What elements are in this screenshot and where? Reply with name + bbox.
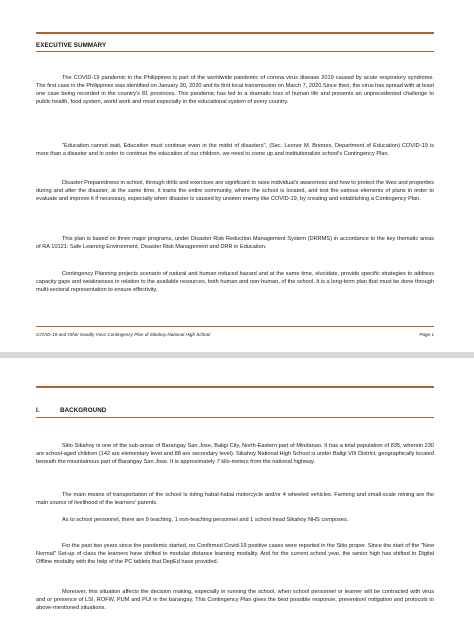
section-title: BACKGROUND bbox=[60, 407, 107, 414]
section-number: I. bbox=[36, 407, 40, 414]
page-number: Page 1 bbox=[419, 332, 434, 337]
top-rule bbox=[36, 386, 434, 388]
top-rule bbox=[36, 32, 434, 34]
paragraph: As to school personnel, there are 9 teaching, 1 non-teaching personnel and 1 school head Sikahoy NHS composes. bbox=[62, 517, 349, 523]
paragraph: Moreover, this situation affects the decision making, especially in running the school, when school personnel or learner will be contracted with virus and or presence of LSI, ROFW, PUM and PUI in the barangay. This Contingency Plan gives the best possible response, prevention/ mitigation and protocols to above-mentioned situations. bbox=[36, 589, 434, 611]
footer-rule bbox=[36, 326, 434, 327]
page-footer bbox=[36, 332, 434, 337]
paragraph: Contingency Planning projects scenario of natural and human induced hazard and at the same time, elucidate, provide specific strategies to address capacity gaps and weaknesses in relation to the available resources, both human and non-human, of the school. It is a long-term plan that must be done through multi-sectoral representation to ensure effectivity. bbox=[36, 271, 434, 293]
paragraph: The main means of transportation of the school is riding habal-habal motorcycle and/or 4 wheeled vehicles. Farming and small-scale mining are the main source of livelihood of the learners' parents. bbox=[36, 492, 434, 506]
page-2 bbox=[0, 358, 474, 632]
paragraph: "Education cannot wait, Education must continue even in the midst of disasters", (Sec. Leonor M. Briones, Department of Education) COVID-19 is more than a disaster and in order to continue the education of our children, we need to come up and institutionalize school's Contingency Plan. bbox=[36, 143, 434, 157]
heading-rule bbox=[36, 51, 434, 52]
paragraph: This plan is based on three major programs, under Disaster Risk Reduction Management System (DRRMS) in accordance to the key thematic areas of RA 10121: Safe Learning Environment, Disaster Risk Management and DRR in Education. bbox=[36, 236, 434, 250]
heading-rule bbox=[36, 417, 434, 418]
footer-title: COVID-19 and Other Deadly Virus Contingency Plan of Sikahoy National High School bbox=[36, 332, 211, 337]
paragraph: For the past two years since the pandemic started, no Confirmed Covid-19 positive cases were reported in the Sitio proper. Since the start of the "New Normal" Set-up of class the learners have shifted to modular distance learning modality. And for the current school year, the senior high has shifted to Digital Offline modality with the help of the PC tablets that DepEd have provided. bbox=[36, 543, 434, 565]
paragraph: Disaster Preparedness in school, through drills and exercises are significant to raise individual's awareness and how to protect the lives and properties during and after the disaster, at the same time, it trains the entire community, where the school is located, and test the various elements of plans in order to evaluate and improve it if necessary, especially when disaster is caused by unseen enemy like COVID-19, by creating and establishing a Contingency Plan. bbox=[36, 180, 435, 202]
paragraph: The COVID-19 pandemic in the Philippines is part of the worldwide pandemic of corona virus disease 2019 caused by acute respiratory syndrome. The first case in the Philippines was identified on January 30, 2020 and its first local transmission on March 7, 2020.Since then, the virus has spread with at least one case being recorded in the country's 81 provinces. This pandemic has led to a dramatic loss of human life and presents an unprecedented challenge to public health, food system, world work and most especially in the educational system of every country. bbox=[36, 75, 434, 105]
paragraph: Sitio Sikahoy is one of the sub-areas of Barangay San Jose, Baligi City, North-Eastern part of Mindanao. It has a total population of 835, wherein 230 are school-aged children (142 are elementary level and 88 are secondary level). Sikahoy National High School is under Baligi VIII District, geographically located beneath the mountainous part of Barangay San Jose. It is approximately 7 kilo-meters from the national highway. bbox=[36, 443, 434, 465]
section-heading bbox=[36, 407, 106, 414]
section-heading: EXECUTIVE SUMMARY bbox=[36, 42, 107, 49]
